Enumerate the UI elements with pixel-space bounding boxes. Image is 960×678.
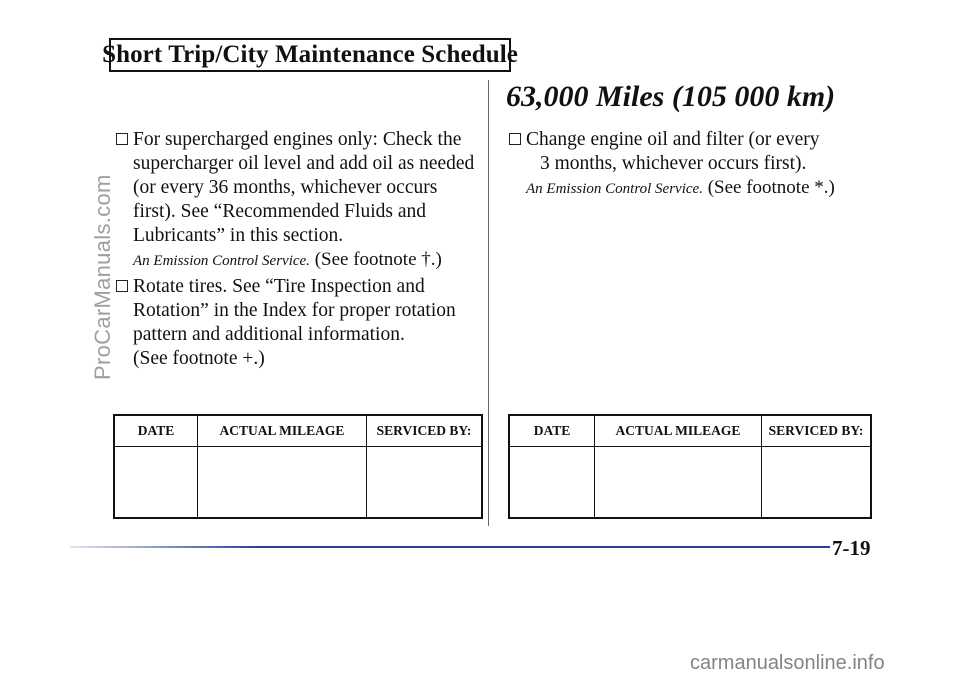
- emission-label: An Emission Control Service.: [133, 253, 310, 269]
- mileage-header: ACTUAL MILEAGE: [595, 415, 762, 447]
- service-log-table-left: [113, 414, 483, 519]
- footnote-ref: (See footnote *.): [707, 177, 835, 198]
- item-text: For supercharged engines only: Check the supercharger oil level and add oil as needed (or every 36 months, whichever occurs first). See “Recommended Fluids and Lubricants” in this section.: [133, 129, 475, 246]
- footer-rule: [70, 546, 830, 548]
- left-column: [113, 128, 483, 371]
- column-divider: [488, 80, 489, 526]
- serviced-by-header: SERVICED BY:: [762, 415, 872, 447]
- page-number: 7-19: [832, 536, 871, 560]
- date-header: DATE: [509, 415, 595, 447]
- checklist-item-oil-change: [506, 128, 886, 176]
- service-log-table-right: [508, 414, 872, 519]
- emission-label: An Emission Control Service.: [526, 181, 703, 197]
- section-title: Short Trip/City Maintenance Schedule: [102, 41, 518, 68]
- item-line-1: Change engine oil and filter (or every: [526, 129, 820, 150]
- checkbox-icon[interactable]: [509, 133, 521, 145]
- serviced-by-header: SERVICED BY:: [367, 415, 483, 447]
- mileage-heading: 63,000 Miles (105 000 km): [506, 80, 836, 113]
- checklist-item-rotate-tires: [113, 275, 483, 371]
- side-watermark: ProCarManuals.com: [90, 174, 115, 380]
- item-text: [526, 128, 886, 176]
- checkbox-icon[interactable]: [116, 280, 128, 292]
- item-line-2: 3 months, whichever occurs first).: [540, 153, 807, 174]
- emission-note: [506, 176, 886, 201]
- item-text: Rotate tires. See “Tire Inspection and Rotation” in the Index for proper rotation pattern and additional information.: [133, 276, 456, 345]
- date-header: DATE: [114, 415, 198, 447]
- checklist-item-supercharger: [113, 128, 483, 248]
- date-cell[interactable]: [509, 447, 595, 519]
- serviced-by-cell[interactable]: [367, 447, 483, 519]
- footnote-ref: (See footnote †.): [314, 249, 442, 270]
- mileage-cell[interactable]: [198, 447, 367, 519]
- section-title-box: [102, 38, 518, 72]
- serviced-by-cell[interactable]: [762, 447, 872, 519]
- checkbox-icon[interactable]: [116, 133, 128, 145]
- mileage-cell[interactable]: [595, 447, 762, 519]
- bottom-watermark: carmanualsonline.info: [690, 652, 885, 674]
- date-cell[interactable]: [114, 447, 198, 519]
- right-column: [506, 128, 886, 203]
- emission-note: [113, 248, 483, 273]
- footnote-ref: (See footnote +.): [133, 348, 265, 369]
- mileage-header: ACTUAL MILEAGE: [198, 415, 367, 447]
